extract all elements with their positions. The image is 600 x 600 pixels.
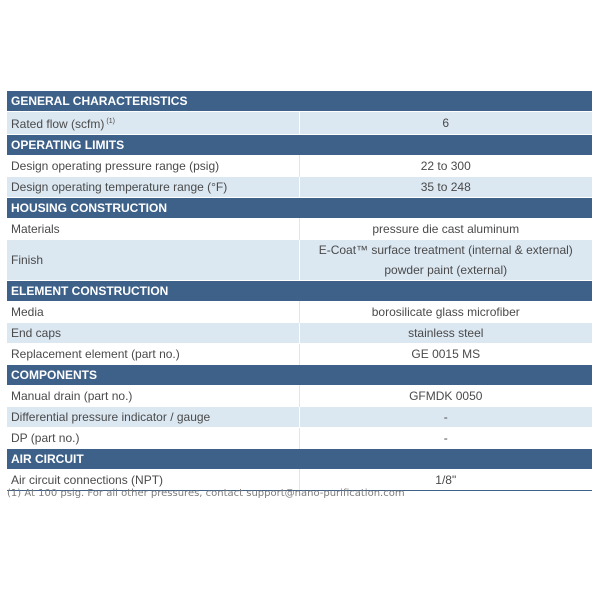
row-label: Materials <box>7 219 299 240</box>
row-label: Finish <box>7 240 299 281</box>
row-label: Media <box>7 302 299 323</box>
row-label: Design operating pressure range (psig) <box>7 156 299 177</box>
section-title-air: AIR CIRCUIT <box>7 449 592 470</box>
rated-flow-label: Rated flow (scfm) <box>11 117 105 131</box>
finish-value-line2: powder paint (external) <box>384 263 508 277</box>
row-value: stainless steel <box>299 323 592 344</box>
section-title-components: COMPONENTS <box>7 365 592 386</box>
table-row <box>7 219 592 240</box>
table-row <box>7 302 592 323</box>
row-label: Differential pressure indicator / gauge <box>7 407 299 428</box>
row-value: GE 0015 MS <box>299 344 592 365</box>
section-header <box>7 281 592 302</box>
section-header <box>7 449 592 470</box>
section-title-element: ELEMENT CONSTRUCTION <box>7 281 592 302</box>
row-value: pressure die cast aluminum <box>299 219 592 240</box>
footnote-marker: (1) <box>106 118 115 125</box>
row-label: Design operating temperature range (°F) <box>7 177 299 198</box>
table-row <box>7 323 592 344</box>
section-header <box>7 198 592 219</box>
table-row <box>7 177 592 198</box>
row-value <box>299 240 592 281</box>
row-label <box>7 112 299 135</box>
table-row <box>7 386 592 407</box>
finish-value-line1: E-Coat™ surface treatment (internal & external) <box>318 243 573 257</box>
section-title-operating: OPERATING LIMITS <box>7 135 592 156</box>
spec-table <box>7 90 592 491</box>
section-header <box>7 135 592 156</box>
table-row <box>7 156 592 177</box>
row-label: Air circuit connections (NPT) <box>7 470 299 491</box>
section-title-general: GENERAL CHARACTERISTICS <box>7 91 592 112</box>
table-row <box>7 344 592 365</box>
row-label: Manual drain (part no.) <box>7 386 299 407</box>
row-value: - <box>299 407 592 428</box>
table-row <box>7 428 592 449</box>
table-row <box>7 407 592 428</box>
section-header <box>7 365 592 386</box>
row-value: borosilicate glass microfiber <box>299 302 592 323</box>
row-value: 1/8" <box>299 470 592 491</box>
row-value: GFMDK 0050 <box>299 386 592 407</box>
section-title-housing: HOUSING CONSTRUCTION <box>7 198 592 219</box>
row-label: Replacement element (part no.) <box>7 344 299 365</box>
row-value: 6 <box>299 112 592 135</box>
row-value: 35 to 248 <box>299 177 592 198</box>
row-value: 22 to 300 <box>299 156 592 177</box>
footnote: (1) At 100 psig. For all other pressures, contact support@nano-purification.com <box>7 488 405 499</box>
table-row <box>7 112 592 135</box>
table-row <box>7 240 592 281</box>
row-label: DP (part no.) <box>7 428 299 449</box>
row-label: End caps <box>7 323 299 344</box>
row-value: - <box>299 428 592 449</box>
section-header <box>7 91 592 112</box>
